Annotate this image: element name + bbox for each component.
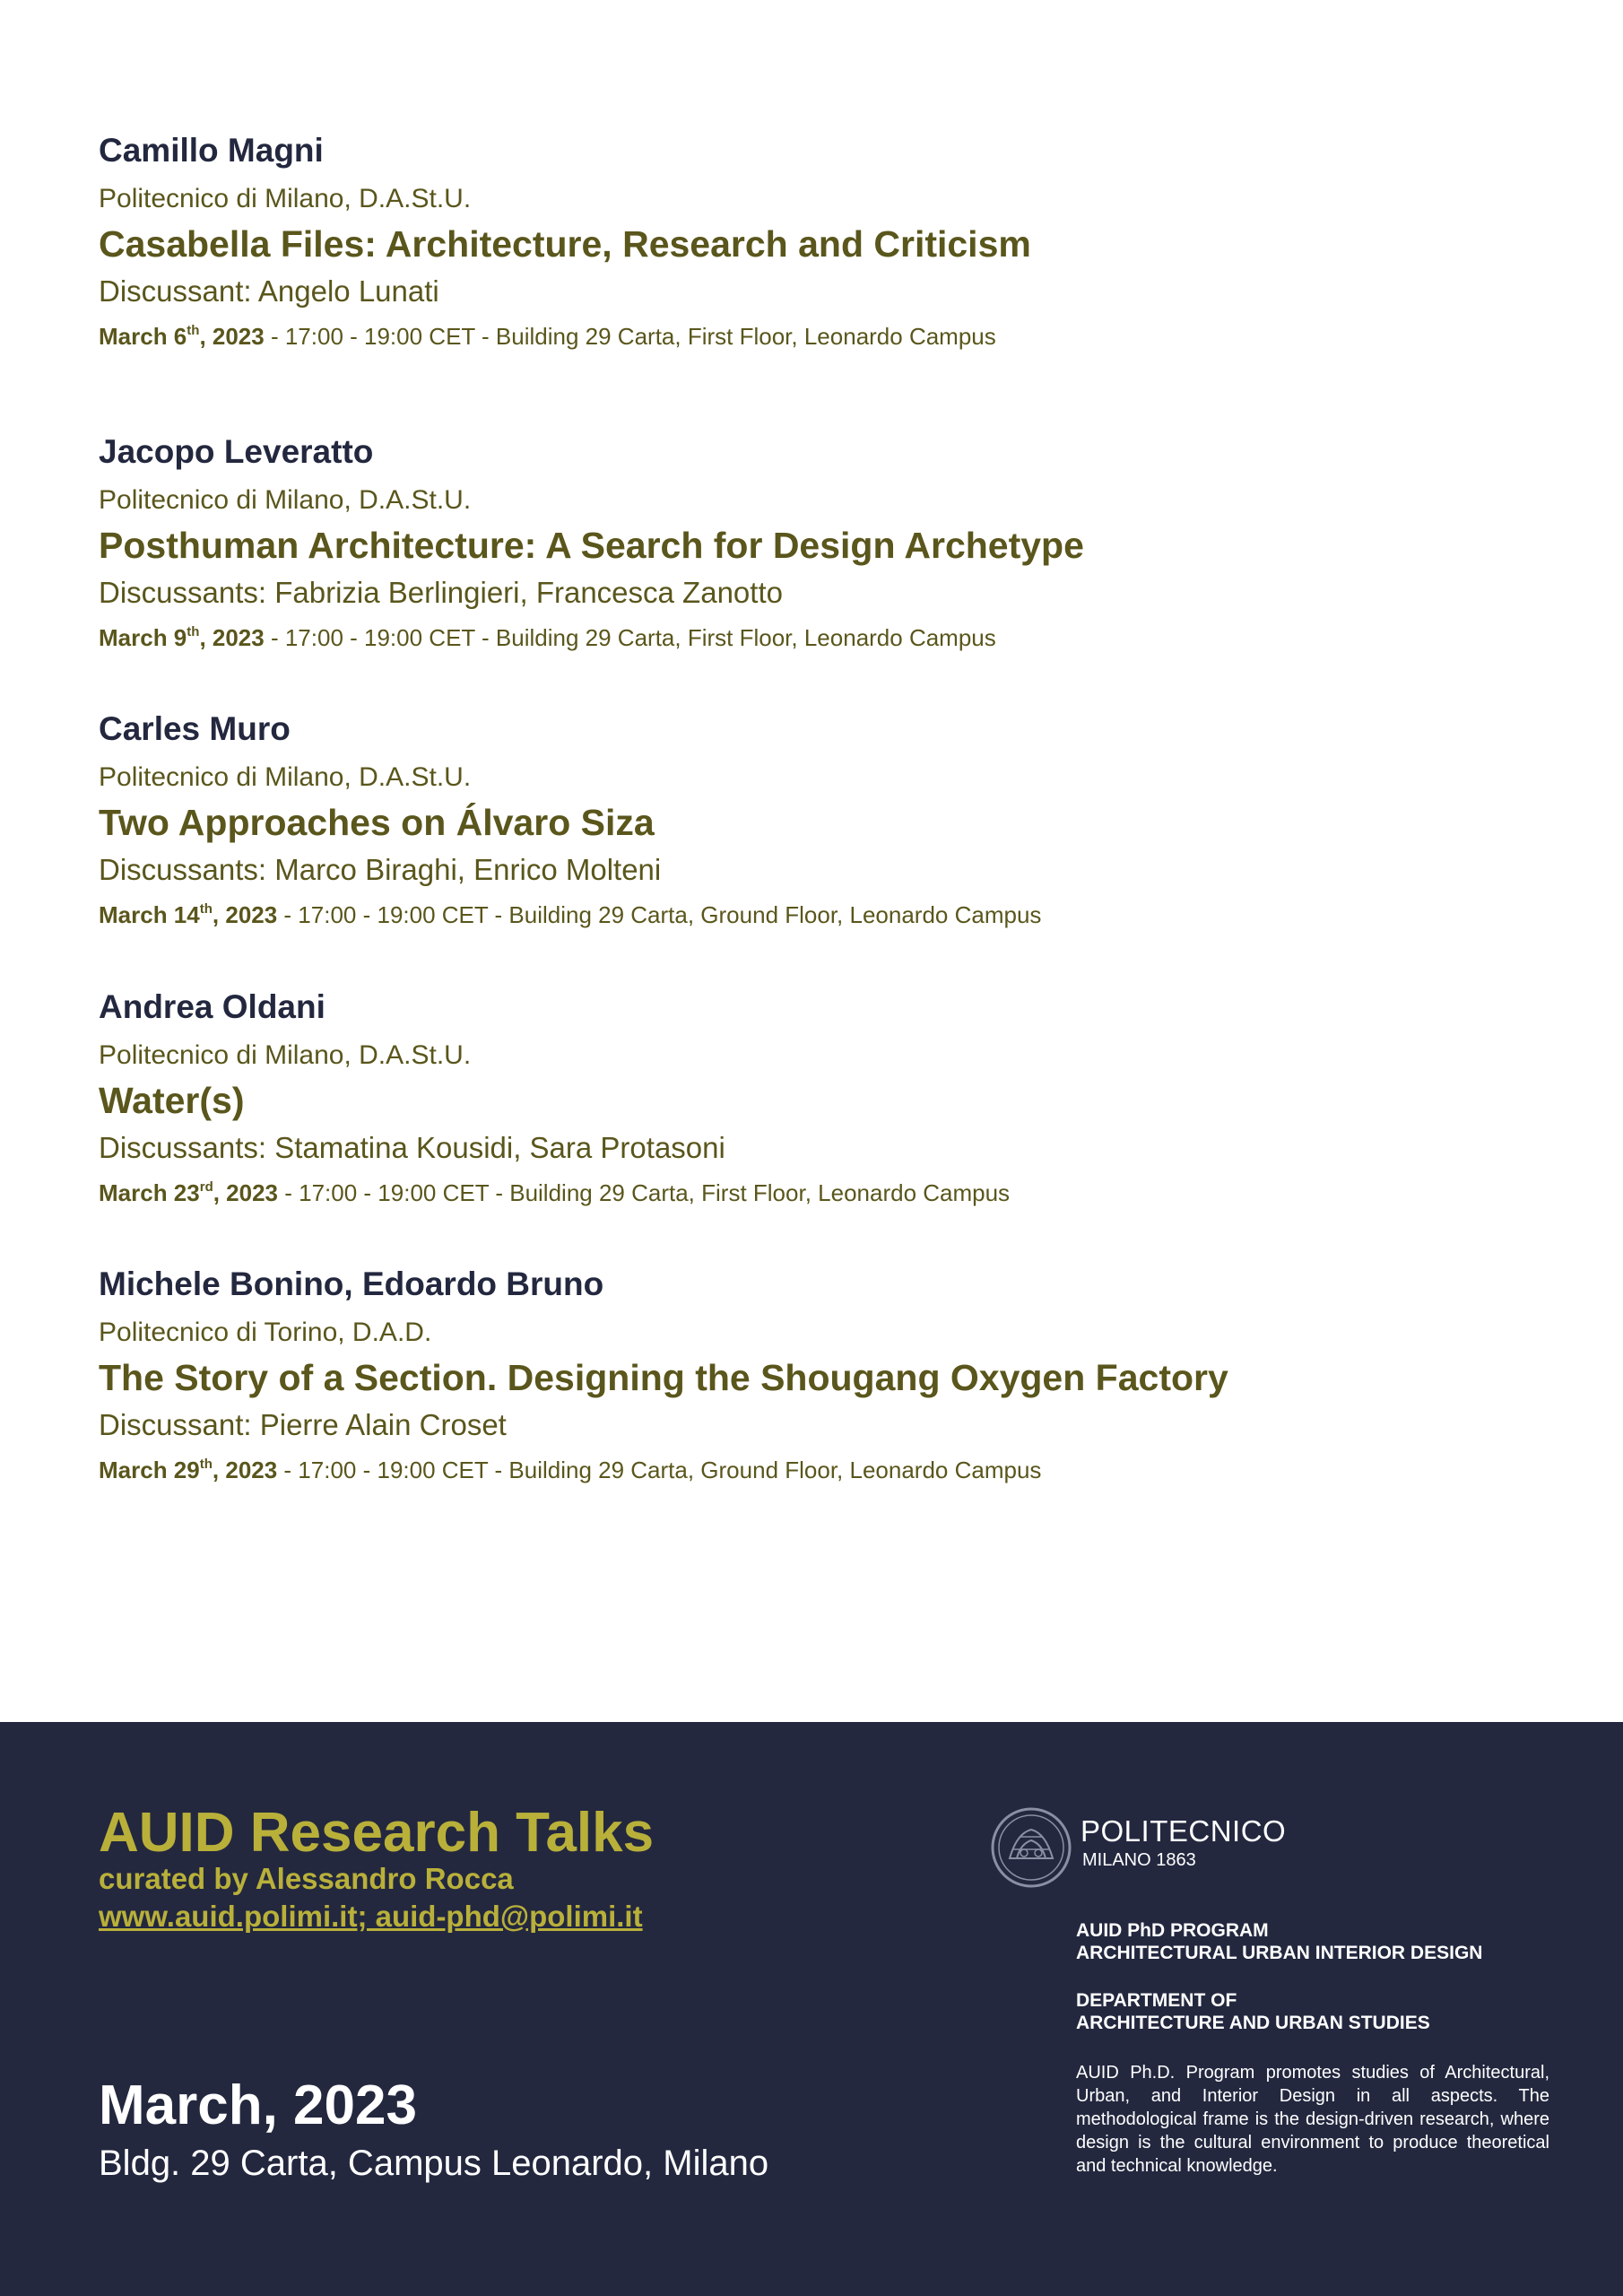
talk-year: , 2023 xyxy=(212,1457,278,1483)
department-line-1: DEPARTMENT OF xyxy=(1076,1990,1237,2011)
event-item xyxy=(99,985,1533,1211)
speaker-affiliation: Politecnico di Torino, D.A.D. xyxy=(99,1318,432,1347)
talk-time-location: - 17:00 - 19:00 CET - Building 29 Carta, First Floor, Leonardo Campus xyxy=(264,624,996,651)
department-heading xyxy=(1076,1989,1549,2034)
event-item xyxy=(99,1262,1533,1488)
contact-links[interactable]: www.auid.polimi.it; auid-phd@polimi.it xyxy=(99,1900,643,1933)
logo-subtitle: MILANO 1863 xyxy=(1082,1850,1196,1870)
date-suffix: th xyxy=(187,624,200,639)
date-suffix: th xyxy=(199,1457,213,1472)
talk-date: March 6 xyxy=(99,323,187,350)
talk-year: , 2023 xyxy=(199,323,265,350)
talk-schedule xyxy=(99,318,1533,354)
footer-panel xyxy=(0,1722,1623,2296)
talk-schedule xyxy=(99,1175,1533,1211)
program-heading xyxy=(1076,1919,1549,1964)
speaker-affiliation: Politecnico di Milano, D.A.St.U. xyxy=(99,485,472,515)
talk-discussants: Discussants: Stamatina Kousidi, Sara Protasoni xyxy=(99,1131,725,1164)
talk-discussants: Discussant: Pierre Alain Croset xyxy=(99,1408,507,1441)
speaker-name: Andrea Oldani xyxy=(99,988,325,1025)
speaker-affiliation: Politecnico di Milano, D.A.St.U. xyxy=(99,762,472,792)
event-venue: Bldg. 29 Carta, Campus Leonardo, Milano xyxy=(99,2144,769,2183)
talk-year: , 2023 xyxy=(199,624,265,651)
program-line-1: AUID PhD PROGRAM xyxy=(1076,1920,1269,1941)
event-item xyxy=(99,128,1533,354)
date-suffix: th xyxy=(187,323,200,338)
talk-title: Posthuman Architecture: A Search for Design Archetype xyxy=(99,525,1084,566)
talk-schedule xyxy=(99,897,1533,933)
talk-title: Casabella Files: Architecture, Research and Criticism xyxy=(99,223,1031,265)
series-title: AUID Research Talks xyxy=(99,1802,655,1864)
event-item xyxy=(99,430,1533,656)
speaker-name: Jacopo Leveratto xyxy=(99,433,374,470)
talk-year: , 2023 xyxy=(212,901,278,928)
talk-title: Water(s) xyxy=(99,1080,245,1121)
talk-schedule xyxy=(99,1452,1533,1488)
talk-discussants: Discussants: Fabrizia Berlingieri, Francesca Zanotto xyxy=(99,576,783,609)
speaker-affiliation: Politecnico di Milano, D.A.St.U. xyxy=(99,184,472,213)
talk-date: March 9 xyxy=(99,624,187,651)
talk-schedule xyxy=(99,620,1533,656)
event-month: March, 2023 xyxy=(99,2074,417,2136)
department-line-2: ARCHITECTURE AND URBAN STUDIES xyxy=(1076,2013,1430,2033)
talk-time-location: - 17:00 - 19:00 CET - Building 29 Carta, Ground Floor, Leonardo Campus xyxy=(277,1457,1042,1483)
talk-title: Two Approaches on Álvaro Siza xyxy=(99,802,655,843)
speaker-affiliation: Politecnico di Milano, D.A.St.U. xyxy=(99,1040,472,1070)
talk-date: March 23 xyxy=(99,1179,200,1206)
talk-title: The Story of a Section. Designing the Shougang Oxygen Factory xyxy=(99,1357,1228,1398)
talk-time-location: - 17:00 - 19:00 CET - Building 29 Carta, First Floor, Leonardo Campus xyxy=(264,323,996,350)
speaker-name: Camillo Magni xyxy=(99,132,324,169)
speaker-name: Michele Bonino, Edoardo Bruno xyxy=(99,1265,604,1302)
talk-date: March 29 xyxy=(99,1457,200,1483)
date-suffix: th xyxy=(199,901,213,917)
program-description: AUID Ph.D. Program promotes studies of Architectural, Urban, and Interior Design in all aspects. The methodological frame is the design-driven research, where design is the cultural environment to produce theoretical and technical knowledge. xyxy=(1076,2063,1549,2176)
date-suffix: rd xyxy=(199,1179,213,1195)
event-item xyxy=(99,707,1533,933)
talk-discussants: Discussant: Angelo Lunati xyxy=(99,274,439,308)
talk-year: , 2023 xyxy=(213,1179,279,1206)
program-line-2: ARCHITECTURAL URBAN INTERIOR DESIGN xyxy=(1076,1943,1483,1963)
logo-wordmark: POLITECNICO xyxy=(1081,1814,1287,1848)
speaker-name: Carles Muro xyxy=(99,710,291,747)
politecnico-seal-icon xyxy=(990,1806,1072,1889)
talk-time-location: - 17:00 - 19:00 CET - Building 29 Carta, First Floor, Leonardo Campus xyxy=(278,1179,1011,1206)
talk-time-location: - 17:00 - 19:00 CET - Building 29 Carta, Ground Floor, Leonardo Campus xyxy=(277,901,1042,928)
curator-line: curated by Alessandro Rocca xyxy=(99,1862,514,1895)
talk-date: March 14 xyxy=(99,901,200,928)
talk-discussants: Discussants: Marco Biraghi, Enrico Molteni xyxy=(99,853,662,886)
